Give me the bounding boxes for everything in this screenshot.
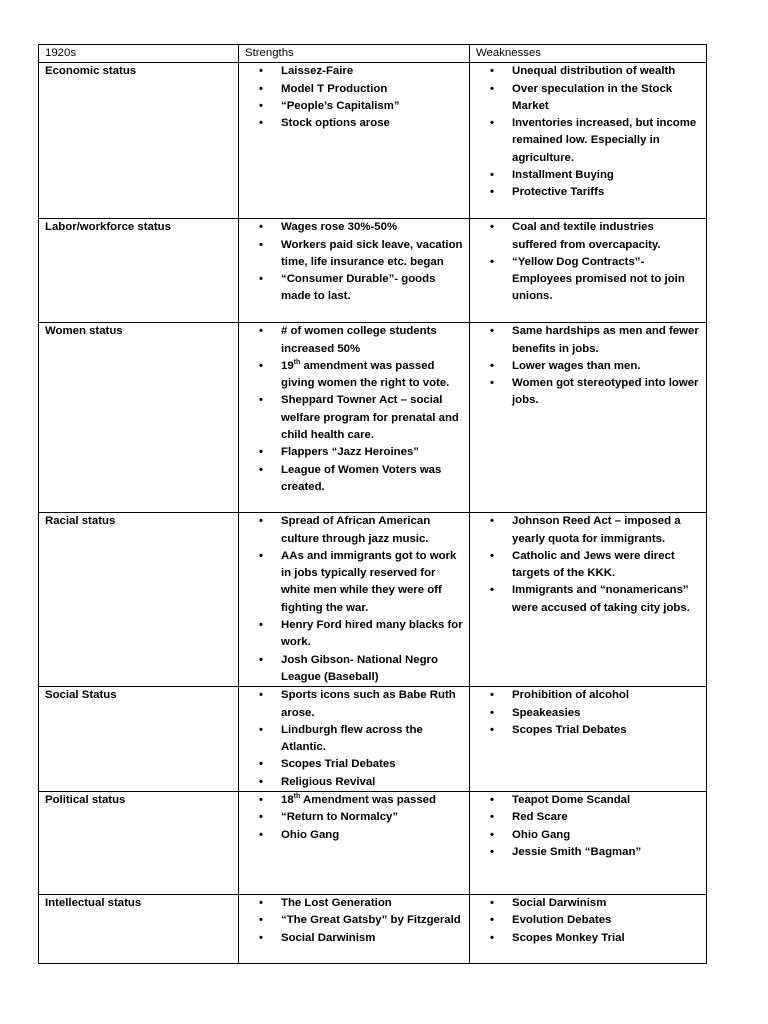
strengths-cell	[239, 323, 470, 513]
list-item: • Scopes Monkey Trial	[512, 930, 700, 947]
ordinal-suffix: th	[293, 358, 301, 366]
table-row	[39, 792, 707, 895]
strengths-list	[245, 895, 463, 947]
list-item: • League of Women Voters was created.	[281, 462, 463, 497]
table-row	[39, 63, 707, 219]
list-item: • Flappers “Jazz Heroines”	[281, 444, 463, 461]
list-item: • Sports icons such as Babe Ruth arose.	[281, 687, 463, 722]
table-row	[39, 323, 707, 513]
list-item: • Installment Buying	[512, 167, 700, 184]
list-item: • Sheppard Towner Act – social welfare program for prenatal and child health care.	[281, 392, 463, 444]
table-row	[39, 219, 707, 323]
list-item: • Red Scare	[512, 809, 700, 826]
header-row	[39, 45, 707, 63]
list-item: • “Consumer Durable”- goods made to last.	[281, 271, 463, 306]
list-item: • # of women college students increased 50%	[281, 323, 463, 358]
list-item: • Religious Revival	[281, 774, 463, 791]
weaknesses-cell	[470, 513, 707, 687]
strengths-cell	[239, 895, 470, 964]
list-item: • Unequal distribution of wealth	[512, 63, 700, 80]
table-row	[39, 687, 707, 792]
list-item: • Laissez-Faire	[281, 63, 463, 80]
weaknesses-cell	[470, 792, 707, 895]
weaknesses-cell	[470, 895, 707, 964]
strengths-cell	[239, 513, 470, 687]
strengths-cell	[239, 63, 470, 219]
list-item: • Lower wages than men.	[512, 358, 700, 375]
list-item: • Social Darwinism	[281, 930, 463, 947]
strengths-list	[245, 687, 463, 791]
strengths-list	[245, 513, 463, 686]
list-item: • Scopes Trial Debates	[512, 722, 700, 739]
list-item: • Prohibition of alcohol	[512, 687, 700, 704]
weaknesses-list	[476, 513, 700, 617]
list-item: • Teapot Dome Scandal	[512, 792, 700, 809]
list-item: • Same hardships as men and fewer benefits in jobs.	[512, 323, 700, 358]
weaknesses-list	[476, 687, 700, 739]
list-item: • Scopes Trial Debates	[281, 756, 463, 773]
header-weaknesses: Weaknesses	[470, 45, 707, 63]
weaknesses-cell	[470, 63, 707, 219]
list-item: • Johnson Reed Act – imposed a yearly quota for immigrants.	[512, 513, 700, 548]
list-item: • Ohio Gang	[281, 827, 463, 844]
list-item: • AAs and immigrants got to work in jobs typically reserved for white men while they were off fighting the war.	[281, 548, 463, 617]
row-label-women-status: Women status	[39, 323, 239, 513]
row-label-labor-workforce-status: Labor/workforce status	[39, 219, 239, 323]
ordinal-suffix: th	[293, 793, 301, 801]
list-item: • Women got stereotyped into lower jobs.	[512, 375, 700, 410]
header-strengths: Strengths	[239, 45, 470, 63]
strengths-cell	[239, 687, 470, 792]
list-item: • Inventories increased, but income remained low. Especially in agriculture.	[512, 115, 700, 167]
weaknesses-list	[476, 792, 700, 861]
weaknesses-cell	[470, 323, 707, 513]
list-item: • Catholic and Jews were direct targets of the KKK.	[512, 548, 700, 583]
table-body	[39, 63, 707, 964]
row-label-social-status: Social Status	[39, 687, 239, 792]
list-item: • Jessie Smith “Bagman”	[512, 844, 700, 861]
weaknesses-list	[476, 63, 700, 201]
list-item: • Immigrants and “nonamericans” were accused of taking city jobs.	[512, 582, 700, 617]
weaknesses-list	[476, 895, 700, 947]
list-item: • Speakeasies	[512, 705, 700, 722]
comparison-table	[38, 44, 707, 964]
list-item: • Spread of African American culture through jazz music.	[281, 513, 463, 548]
list-item: • Over speculation in the Stock Market	[512, 81, 700, 116]
table-row	[39, 895, 707, 964]
list-item: • Josh Gibson- National Negro League (Baseball)	[281, 652, 463, 687]
list-item: • The Lost Generation	[281, 895, 463, 912]
list-item: • Henry Ford hired many blacks for work.	[281, 617, 463, 652]
strengths-list	[245, 63, 463, 132]
list-item: • Social Darwinism	[512, 895, 700, 912]
strengths-cell	[239, 219, 470, 323]
list-item: • Evolution Debates	[512, 912, 700, 929]
header-era: 1920s	[39, 45, 239, 63]
strengths-cell	[239, 792, 470, 895]
list-item: • Ohio Gang	[512, 827, 700, 844]
list-item: • “Return to Normalcy”	[281, 809, 463, 826]
list-item: • 19th amendment was passed giving women the right to vote.	[281, 358, 463, 393]
list-item: • “Yellow Dog Contracts”- Employees promised not to join unions.	[512, 254, 700, 306]
list-item: • Wages rose 30%-50%	[281, 219, 463, 236]
weaknesses-list	[476, 219, 700, 305]
list-item: • 18th Amendment was passed	[281, 792, 463, 809]
list-item: • Model T Production	[281, 81, 463, 98]
list-item: • Stock options arose	[281, 115, 463, 132]
row-label-intellectual-status: Intellectual status	[39, 895, 239, 964]
weaknesses-cell	[470, 687, 707, 792]
list-item: • “The Great Gatsby” by Fitzgerald	[281, 912, 463, 929]
list-item: • Lindburgh flew across the Atlantic.	[281, 722, 463, 757]
row-label-political-status: Political status	[39, 792, 239, 895]
row-label-racial-status: Racial status	[39, 513, 239, 687]
strengths-list	[245, 323, 463, 496]
weaknesses-cell	[470, 219, 707, 323]
weaknesses-list	[476, 323, 700, 409]
strengths-list	[245, 219, 463, 305]
list-item: • Coal and textile industries suffered from overcapacity.	[512, 219, 700, 254]
table-row	[39, 513, 707, 687]
row-label-economic-status: Economic status	[39, 63, 239, 219]
list-item: • Protective Tariffs	[512, 184, 700, 201]
list-item: • Workers paid sick leave, vacation time, life insurance etc. began	[281, 237, 463, 272]
list-item: • “People’s Capitalism”	[281, 98, 463, 115]
strengths-list	[245, 792, 463, 844]
